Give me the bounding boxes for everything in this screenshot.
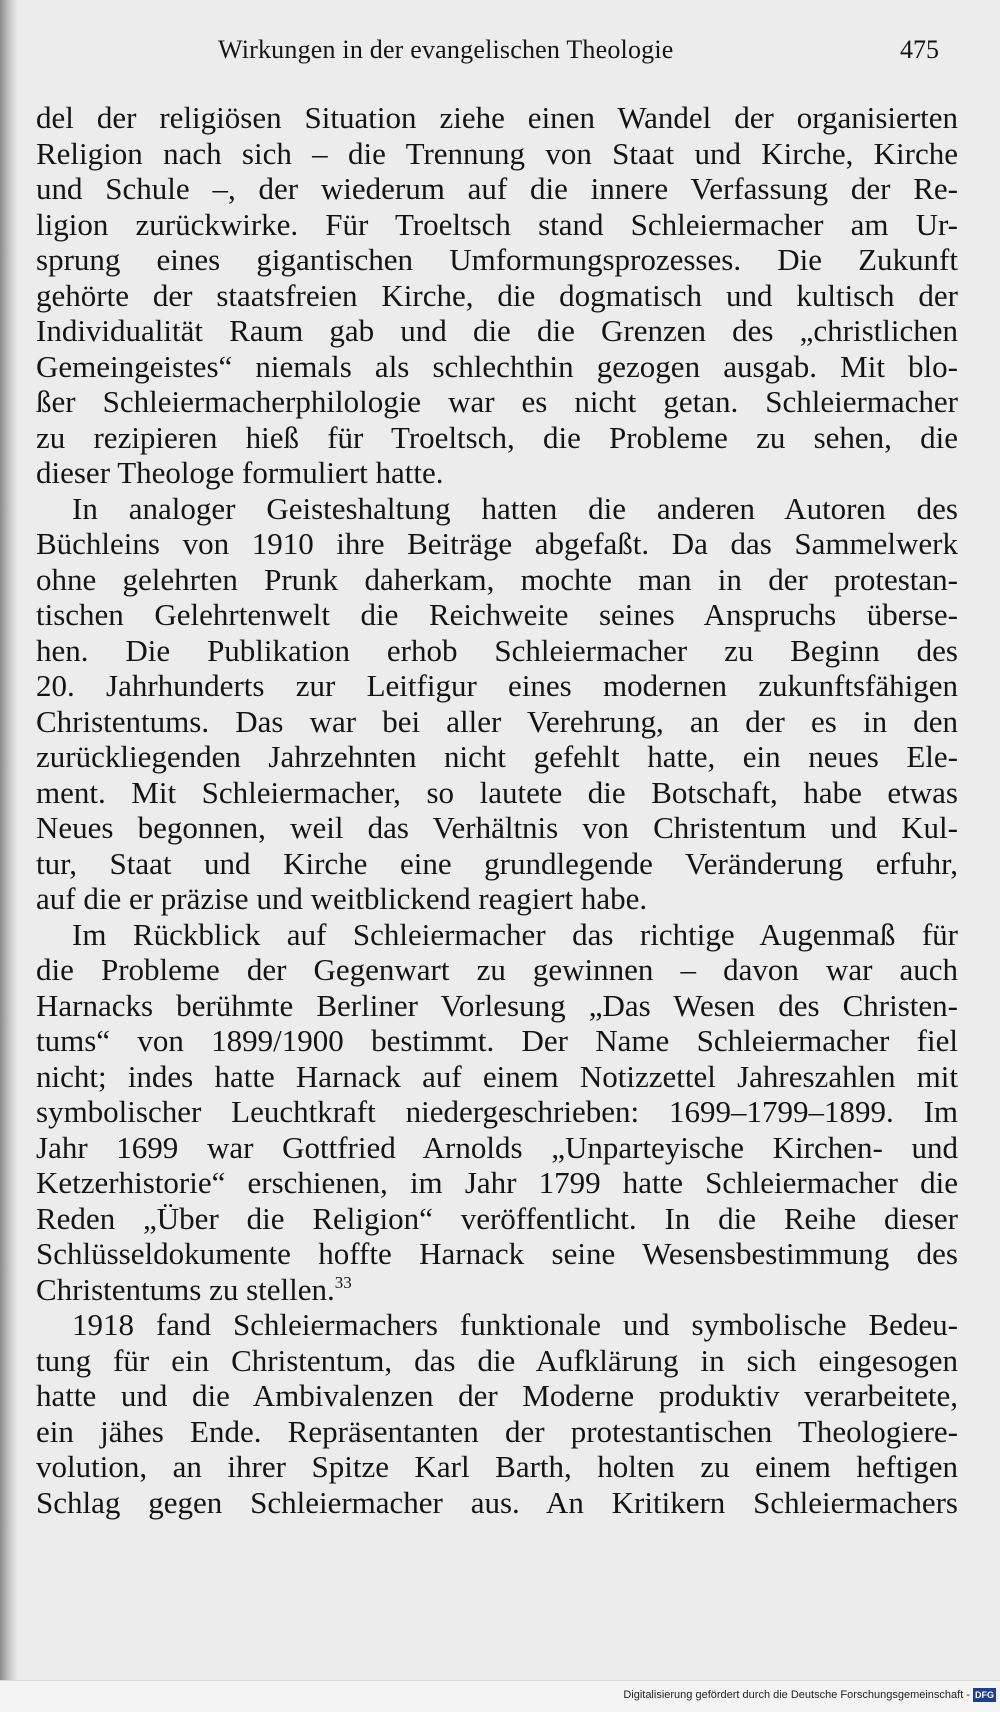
- text-line: tischen Gelehrtenwelt die Reichweite seines Anspruchs überse-: [36, 597, 958, 632]
- text-line: volution, an ihrer Spitze Karl Barth, holten zu einem heftigen: [36, 1449, 958, 1484]
- digitization-credit: Digitalisierung gefördert durch die Deutsche Forschungsgemeinschaft -: [623, 1689, 970, 1701]
- text-line: ßer Schleiermacherphilologie war es nicht getan. Schleiermacher: [36, 384, 958, 419]
- text-line: und Schule –, der wiederum auf die innere Verfassung der Re-: [36, 171, 958, 206]
- text-line: tums“ von 1899/1900 bestimmt. Der Name Schleiermacher fiel: [36, 1023, 958, 1058]
- text-line: symbolischer Leuchtkraft niedergeschrieben: 1699–1799–1899. Im: [36, 1094, 958, 1129]
- text-line: Gemeingeistes“ niemals als schlechthin gezogen ausgab. Mit blo-: [36, 348, 958, 384]
- paragraph-first-line: 1918 fand Schleiermachers funktionale und symbolische Bedeu-: [72, 1307, 958, 1342]
- text-line-with-footnote: [36, 1272, 958, 1308]
- text-line: die Probleme der Gegenwart zu gewinnen – davon war auch: [36, 952, 958, 987]
- page-number: 475: [900, 35, 939, 64]
- text-line: sprung eines gigantischen Umformungsprozesses. Die Zukunft: [36, 242, 958, 277]
- text-line: tur, Staat und Kirche eine grundlegende Veränderung erfuhr,: [36, 845, 958, 881]
- text-line: tung für ein Christentum, das die Aufklärung in sich eingesogen: [36, 1342, 958, 1378]
- paragraph-first-line: In analoger Geisteshaltung hatten die anderen Autoren des: [72, 490, 958, 526]
- running-title: Wirkungen in der evangelischen Theologie: [218, 35, 674, 64]
- text-line: auf die er präzise und weitblickend reagiert habe.: [36, 881, 648, 916]
- text-line: Individualität Raum gab und die die Grenzen des „christlichen: [36, 313, 958, 348]
- text-line: hatte und die Ambivalenzen der Moderne produktiv verarbeitete,: [36, 1378, 958, 1413]
- text-line: del der religiösen Situation ziehe einen Wandel der organisierten: [36, 100, 958, 135]
- footnote-marker[interactable]: 33: [334, 1272, 352, 1292]
- text-line: hen. Die Publikation erhob Schleiermacher zu Beginn des: [36, 632, 958, 668]
- paragraph-first-line: Im Rückblick auf Schleiermacher das richtige Augenmaß für: [72, 916, 958, 952]
- spine-shadow: [0, 0, 18, 1711]
- text-line: ohne gelehrten Prunk daherkam, mochte man in der protestan-: [36, 561, 958, 597]
- text-line: zu rezipieren hieß für Troeltsch, die Probleme zu sehen, die: [36, 419, 958, 455]
- text-line: Neues begonnen, weil das Verhältnis von Christentum und Kul-: [36, 810, 958, 845]
- text-line: ligion zurückwirke. Für Troeltsch stand Schleiermacher am Ur-: [36, 206, 958, 242]
- text-line: Schlag gegen Schleiermacher aus. An Kritikern Schleiermachers: [36, 1484, 958, 1520]
- text-line: Ketzerhistorie“ erschienen, im Jahr 1799 hatte Schleiermacher die: [36, 1165, 958, 1200]
- text-line: Schlüsseldokumente hoffte Harnack seine Wesensbestimmung des: [36, 1236, 958, 1271]
- digitization-footer: [0, 1680, 1000, 1712]
- text-line: gehörte der staatsfreien Kirche, die dogmatisch und kultisch der: [36, 277, 958, 313]
- body-text: [36, 100, 958, 1520]
- text-line: Büchleins von 1910 ihre Beiträge abgefaßt. Da das Sammelwerk: [36, 526, 958, 561]
- text-line: Christentums. Das war bei aller Verehrung, an der es in den: [36, 703, 958, 739]
- text-line: Harnacks berühmte Berliner Vorlesung „Das Wesen des Christen-: [36, 987, 958, 1023]
- running-head: [0, 30, 1000, 70]
- text-line: ein jähes Ende. Repräsentanten der protestantischen Theologiere-: [36, 1413, 958, 1449]
- text-line: nicht; indes hatte Harnack auf einem Notizzettel Jahreszahlen mit: [36, 1058, 958, 1094]
- text-line: Reden „Über die Religion“ veröffentlicht. In die Reihe dieser: [36, 1200, 958, 1236]
- text-line: dieser Theologe formuliert hatte.: [36, 455, 444, 490]
- text-line: Religion nach sich – die Trennung von Staat und Kirche, Kirche: [36, 135, 958, 171]
- text-line-content: Christentums zu stellen.: [36, 1271, 335, 1307]
- text-line: zurückliegenden Jahrzehnten nicht gefehlt hatte, ein neues Ele-: [36, 739, 958, 774]
- dfg-logo: DFG: [975, 1690, 994, 1700]
- text-line: 20. Jahrhunderts zur Leitfigur eines modernen zukunftsfähigen: [36, 668, 958, 703]
- text-line: ment. Mit Schleiermacher, so lautete die Botschaft, habe etwas: [36, 774, 958, 810]
- text-line: Jahr 1699 war Gottfried Arnolds „Unparteyische Kirchen- und: [36, 1129, 958, 1165]
